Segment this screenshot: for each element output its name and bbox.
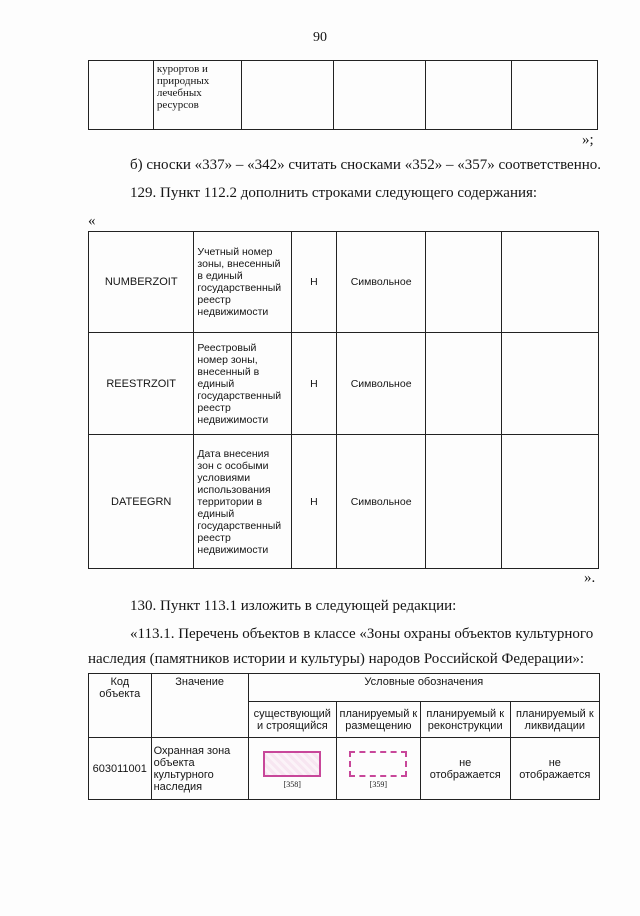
opening-quote: « <box>88 213 96 229</box>
symbol-liquidation: не отображается <box>510 738 599 800</box>
fragment-cell-empty <box>333 61 425 130</box>
field-description: Учетный номер зоны, внесенный в единый государственный реестр недвижимости <box>194 232 291 333</box>
field-type: Символьное <box>336 232 425 333</box>
header-symbols: Условные обозначения <box>248 674 599 702</box>
field-code: DATEEGRN <box>89 435 194 569</box>
fields-table <box>88 231 599 569</box>
field-description: Реестровый номер зоны, внесенный в единый государственный реестр недвижимости <box>194 333 291 435</box>
fragment-table <box>88 60 598 130</box>
table-row <box>89 738 600 800</box>
fragment-cell-empty <box>89 61 154 130</box>
symbol-reconstruction: не отображается <box>420 738 510 800</box>
field-code: NUMBERZOIT <box>89 232 194 333</box>
closing-quote: »; <box>582 132 594 148</box>
field-type: Символьное <box>336 333 425 435</box>
fragment-cell-empty <box>241 61 333 130</box>
zone-existing-symbol-icon <box>263 751 321 777</box>
header-existing: существующий и строящийся <box>248 702 336 738</box>
footnote-ref: [359] <box>369 779 388 789</box>
empty-cell <box>501 435 598 569</box>
paragraph-b: б) сноски «337» – «342» считать сносками «352» – «357» соответственно. <box>130 157 602 173</box>
header-value: Значение <box>151 674 248 738</box>
field-type: Символьное <box>336 435 425 569</box>
page-number: 90 <box>313 30 327 45</box>
header-code: Код объекта <box>89 674 152 738</box>
closing-quote-2: ». <box>584 570 596 586</box>
symbol-planned <box>336 738 420 800</box>
header-liquidation: планируемый к ликвидации <box>510 702 599 738</box>
objects-table <box>88 673 600 800</box>
fragment-cell-text: курортов и природных лечебных ресурсов <box>153 61 241 130</box>
field-flag: Н <box>291 435 336 569</box>
object-code: 603011001 <box>89 738 152 800</box>
field-flag: Н <box>291 333 336 435</box>
paragraph-130: 130. Пункт 113.1 изложить в следующей редакции: <box>130 598 457 614</box>
header-planned: планируемый к размещению <box>336 702 420 738</box>
table-row <box>89 435 599 569</box>
paragraph-113-1-line1: «113.1. Перечень объектов в классе «Зоны охраны объектов культурного <box>130 626 594 642</box>
field-code: REESTRZOIT <box>89 333 194 435</box>
fragment-cell-empty <box>511 61 597 130</box>
footnote-ref: [358] <box>283 779 301 789</box>
table-row <box>89 232 599 333</box>
empty-cell <box>501 232 598 333</box>
empty-cell <box>501 333 598 435</box>
table-row <box>89 333 599 435</box>
paragraph-129: 129. Пункт 112.2 дополнить строками следующего содержания: <box>130 185 538 201</box>
symbol-existing <box>248 738 336 800</box>
field-description: Дата внесения зон с особыми условиями использования территории в единый государственный реестр недвижимости <box>194 435 291 569</box>
zone-planned-symbol-icon <box>349 751 407 777</box>
header-reconstruction: планируемый к реконструкции <box>420 702 510 738</box>
field-flag: Н <box>291 232 336 333</box>
empty-cell <box>426 333 501 435</box>
paragraph-113-1-line2: наследия (памятников истории и культуры) народов Российской Федерации»: <box>88 651 585 667</box>
object-value: Охранная зона объекта культурного наследия <box>151 738 248 800</box>
empty-cell <box>426 232 501 333</box>
empty-cell <box>426 435 501 569</box>
fragment-cell-empty <box>425 61 511 130</box>
